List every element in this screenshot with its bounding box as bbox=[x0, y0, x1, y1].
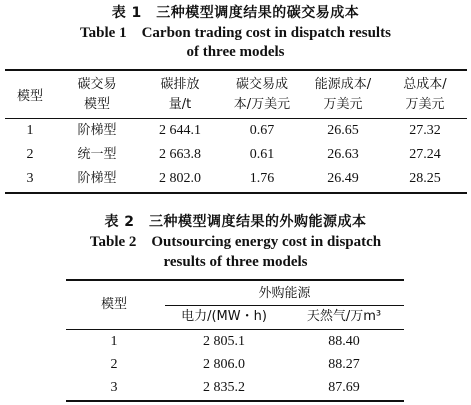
table2-bottom-rule bbox=[66, 400, 404, 402]
table1-mid-rule bbox=[5, 118, 467, 119]
table1-row2-type: 统一型 bbox=[77, 147, 117, 162]
table1-header-type-l2: 模型 bbox=[83, 97, 110, 112]
table1-header-energy-cost-l1: 能源成本/ bbox=[314, 77, 372, 92]
table1-bottom-rule bbox=[5, 192, 467, 194]
table1-top-rule bbox=[5, 69, 467, 71]
table1-row2-emission: 2 663.8 bbox=[159, 147, 201, 162]
table2-header-gas: 天然气/万m³ bbox=[306, 309, 382, 324]
table2-row3-electricity: 2 835.2 bbox=[203, 380, 245, 395]
table1-header-trade-cost-l1: 碳交易成 bbox=[235, 77, 288, 92]
table2-caption-cn: 表 2 三种模型调度结果的外购能源成本 bbox=[104, 214, 367, 230]
table1-caption-en-line2: of three models bbox=[186, 44, 285, 60]
table2-mid-rule bbox=[66, 329, 404, 330]
table1-row1-total-cost: 27.32 bbox=[409, 123, 441, 138]
table1-row3-trade-cost: 1.76 bbox=[249, 171, 275, 186]
table1-caption-cn: 表 1 三种模型调度结果的碳交易成本 bbox=[111, 5, 360, 21]
table1-row3-emission: 2 802.0 bbox=[159, 171, 201, 186]
table1-row1-type: 阶梯型 bbox=[77, 123, 117, 138]
table1-caption-en-line1: Table 1 Carbon trading cost in dispatch results bbox=[80, 25, 391, 41]
table2-header-group: 外购能源 bbox=[258, 286, 311, 301]
table1-row1-trade-cost: 0.67 bbox=[249, 123, 275, 138]
table2-row1-model: 1 bbox=[110, 334, 118, 349]
table1-row1-emission: 2 644.1 bbox=[159, 123, 201, 138]
table2-group-rule bbox=[165, 305, 404, 306]
table1-header-emission-l2: 量/t bbox=[168, 97, 192, 112]
table2-row3-gas: 87.69 bbox=[328, 380, 360, 395]
table1-row2-total-cost: 27.24 bbox=[409, 147, 441, 162]
table2-row1-electricity: 2 805.1 bbox=[203, 334, 245, 349]
table1-row3-total-cost: 28.25 bbox=[409, 171, 441, 186]
table1-row3-model: 3 bbox=[26, 171, 34, 186]
table1-header-model: 模型 bbox=[16, 89, 43, 104]
table2-row2-electricity: 2 806.0 bbox=[203, 357, 245, 372]
table2-row2-gas: 88.27 bbox=[328, 357, 360, 372]
table2-row2-model: 2 bbox=[110, 357, 118, 372]
table1-header-emission-l1: 碳排放 bbox=[160, 77, 200, 92]
table2-caption-en-line2: results of three models bbox=[163, 254, 308, 270]
table2-header-electricity: 电力/(MW・h) bbox=[181, 309, 267, 324]
table1-header-total-cost-l1: 总成本/ bbox=[403, 77, 447, 92]
table1-row2-energy-cost: 26.63 bbox=[327, 147, 359, 162]
table1-row1-energy-cost: 26.65 bbox=[327, 123, 359, 138]
table1-header-type-l1: 碳交易 bbox=[77, 77, 117, 92]
table1-row2-model: 2 bbox=[26, 147, 34, 162]
table2-row1-gas: 88.40 bbox=[328, 334, 360, 349]
table1-header-energy-cost-l2: 万美元 bbox=[323, 97, 363, 112]
table1-header-total-cost-l2: 万美元 bbox=[405, 97, 445, 112]
table1-row3-type: 阶梯型 bbox=[77, 171, 117, 186]
table1-row1-model: 1 bbox=[26, 123, 34, 138]
table1-header-trade-cost-l2: 本/万美元 bbox=[233, 97, 291, 112]
table2-caption-en-line1: Table 2 Outsourcing energy cost in dispatch bbox=[89, 234, 382, 250]
table2-top-rule bbox=[66, 279, 404, 281]
table1-row3-energy-cost: 26.49 bbox=[327, 171, 359, 186]
table1-row2-trade-cost: 0.61 bbox=[249, 147, 275, 162]
table2-header-model: 模型 bbox=[100, 297, 127, 312]
table2-row3-model: 3 bbox=[110, 380, 118, 395]
